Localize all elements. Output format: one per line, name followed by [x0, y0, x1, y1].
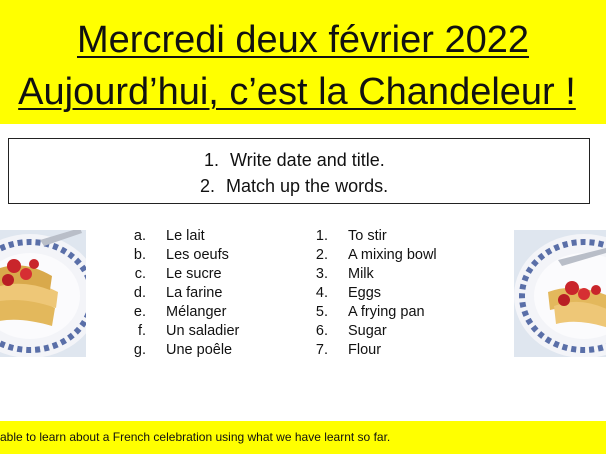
item-marker: e.	[133, 304, 146, 320]
item-marker: 2.	[315, 247, 328, 263]
item-marker: d.	[133, 285, 146, 301]
item-word: Un saladier	[166, 323, 240, 339]
item-marker: a.	[133, 228, 146, 244]
item-marker: 1.	[315, 228, 328, 244]
item-marker: 6.	[315, 323, 328, 339]
item-marker: b.	[133, 247, 146, 263]
instructions-box	[8, 138, 590, 204]
item-word: To stir	[348, 228, 387, 244]
item-marker: g.	[133, 342, 146, 358]
item-word: Le lait	[166, 228, 205, 244]
title-band	[0, 0, 606, 124]
instruction-number: 2.	[199, 176, 215, 196]
item-marker: 3.	[315, 266, 328, 282]
item-word: Flour	[348, 342, 382, 358]
item-word: Milk	[348, 266, 374, 282]
instruction-text: Write date and title.	[230, 150, 385, 170]
crepes-photo-left	[0, 230, 86, 357]
item-marker: c.	[134, 266, 146, 282]
footer-band	[0, 421, 606, 454]
instruction-number: 1.	[203, 150, 219, 170]
crepes-photo-right	[514, 230, 606, 357]
item-word: Les oeufs	[166, 247, 229, 263]
instruction-text: Match up the words.	[226, 176, 389, 196]
item-marker: 4.	[315, 285, 328, 301]
learning-objective-text: able to learn about a French celebration using what we have learnt so far.	[0, 430, 391, 444]
item-word: La farine	[166, 285, 223, 301]
item-word: A frying pan	[348, 304, 425, 320]
item-marker: 5.	[315, 304, 328, 320]
date-title: Mercredi deux février 2022	[77, 19, 529, 61]
item-marker: f.	[137, 323, 146, 339]
item-marker: 7.	[315, 342, 328, 358]
item-word: Sugar	[348, 323, 387, 339]
lesson-title: Aujourd’hui, c’est la Chandeleur !	[18, 71, 576, 113]
item-word: A mixing bowl	[348, 247, 437, 263]
item-word: Une poêle	[166, 342, 233, 358]
item-word: Le sucre	[166, 266, 222, 282]
item-word: Mélanger	[166, 304, 227, 320]
item-word: Eggs	[348, 285, 382, 301]
